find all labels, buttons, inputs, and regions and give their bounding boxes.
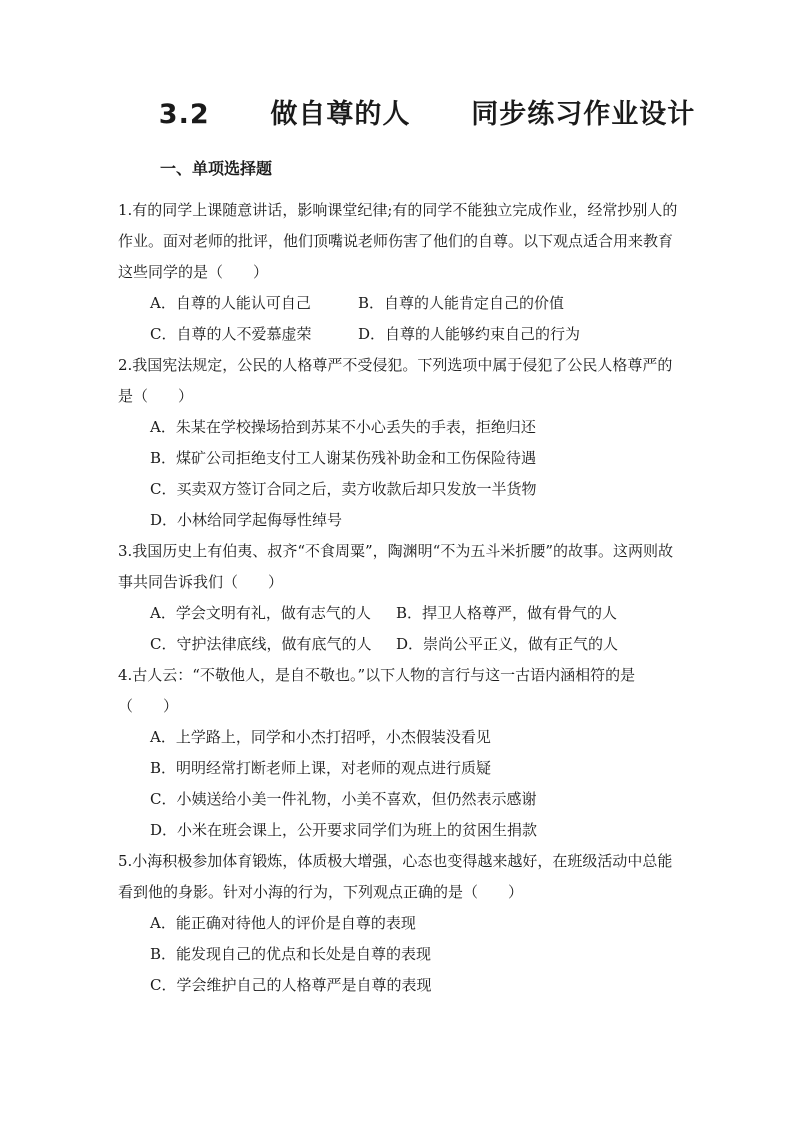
option-row <box>118 319 678 350</box>
option-b: B．能发现自己的优点和长处是自尊的表现 <box>150 945 432 963</box>
option-d: D．小米在班会课上，公开要求同学们为班上的贫困生捐款 <box>150 821 538 839</box>
question-stem: 5.小海积极参加体育锻炼，体质极大增强，心态也变得越来越好，在班级活动中总能看到他的身影。针对小海的行为，下列观点正确的是（ ） <box>118 852 673 901</box>
question-4 <box>118 660 678 846</box>
question-3 <box>118 536 678 660</box>
question-1 <box>118 195 678 350</box>
option-d: D．自尊的人能够约束自己的行为 <box>358 325 581 343</box>
question-stem: 3.我国历史上有伯夷、叔齐“不食周粟”，陶渊明“不为五斗米折腰”的故事。这两则故事共同告诉我们（ ） <box>118 542 673 591</box>
question-stem: 4.古人云：“不敬他人，是自不敬也。”以下人物的言行与这一古语内涵相符的是（ ） <box>118 666 636 715</box>
option-d: D．崇尚公平正义，做有正气的人 <box>396 635 619 653</box>
option-b: B．自尊的人能肯定自己的价值 <box>358 294 565 312</box>
option-row <box>118 288 678 319</box>
option-c: C．自尊的人不爱慕虚荣 <box>150 325 312 343</box>
option-row <box>118 598 678 629</box>
option-a: A．朱某在学校操场拾到苏某不小心丢失的手表，拒绝归还 <box>150 418 536 436</box>
page-title: 3.2 做自尊的人 同步练习作业设计 <box>158 99 696 130</box>
option-c: C．买卖双方签订合同之后，卖方收款后却只发放一半货物 <box>150 480 537 498</box>
option-row <box>118 629 678 660</box>
question-list <box>118 195 678 1001</box>
option-b: B．煤矿公司拒绝支付工人谢某伤残补助金和工伤保险待遇 <box>150 449 537 467</box>
option-c: C．学会维护自己的人格尊严是自尊的表现 <box>150 976 432 994</box>
question-stem: 1.有的同学上课随意讲话，影响课堂纪律;有的同学不能独立完成作业，经常抄别人的作业。面对老师的批评，他们顶嘴说老师伤害了他们的自尊。以下观点适合用来教育这些同学的是（ ） <box>118 201 678 281</box>
option-a: A．上学路上，同学和小杰打招呼，小杰假装没看见 <box>150 728 491 746</box>
option-b: B．捍卫人格尊严，做有骨气的人 <box>396 604 618 622</box>
option-a: A．学会文明有礼，做有志气的人 <box>150 604 371 622</box>
option-c: C．小姨送给小美一件礼物，小美不喜欢，但仍然表示感谢 <box>150 790 537 808</box>
section-heading: 一、单项选择题 <box>160 159 273 178</box>
question-2 <box>118 350 678 536</box>
option-c: C．守护法律底线，做有底气的人 <box>150 635 372 653</box>
option-a: A．能正确对待他人的评价是自尊的表现 <box>150 914 416 932</box>
option-b: B．明明经常打断老师上课，对老师的观点进行质疑 <box>150 759 492 777</box>
option-a: A．自尊的人能认可自己 <box>150 294 311 312</box>
question-stem: 2.我国宪法规定，公民的人格尊严不受侵犯。下列选项中属于侵犯了公民人格尊严的是（ ） <box>118 356 673 405</box>
option-d: D．小林给同学起侮辱性绰号 <box>150 511 343 529</box>
question-5 <box>118 846 678 1001</box>
